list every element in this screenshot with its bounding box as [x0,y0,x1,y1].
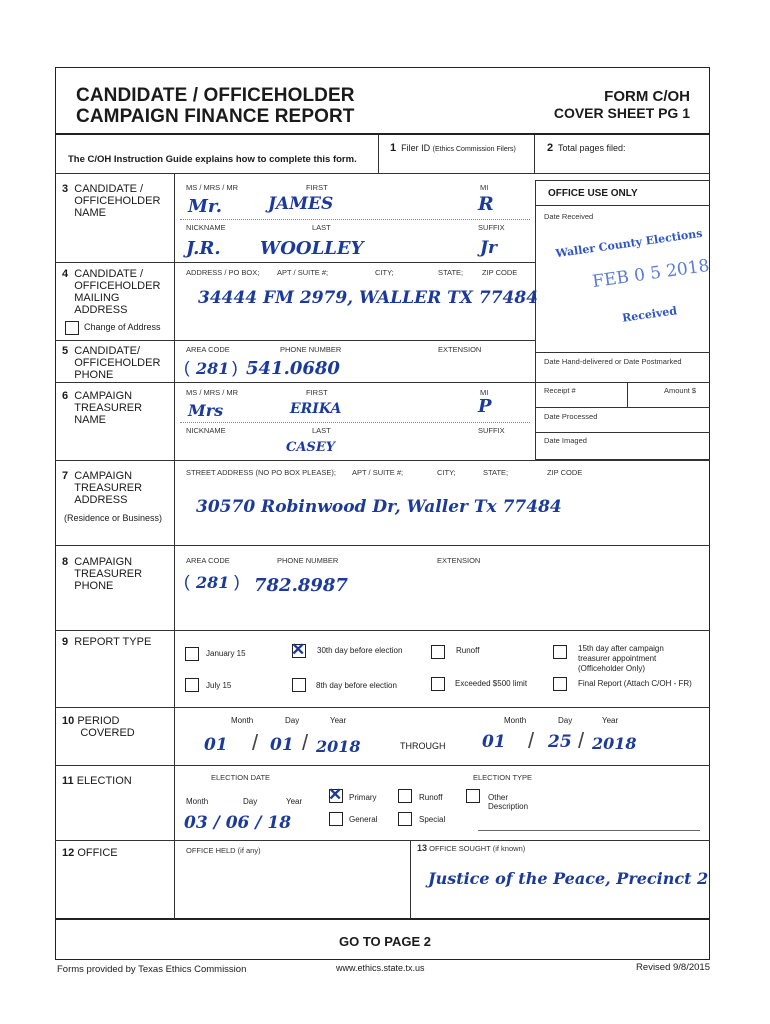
s10-label1: PERIOD [77,715,120,727]
exceeded-checkbox[interactable] [431,677,445,691]
s3-mi-value[interactable]: R [478,193,494,215]
s5-f-area: AREA CODE [186,345,230,354]
s3-f-prefix: MS / MRS / MR [186,183,239,192]
s8-label1: CAMPAIGN [74,556,133,568]
special-label: Special [419,815,446,824]
form-title-line2: CAMPAIGN FINANCE REPORT [76,106,355,127]
s4-label2: OFFICEHOLDER [74,280,161,292]
s3-last-value[interactable]: WOOLLEY [260,238,364,259]
other-checkbox[interactable] [466,789,480,803]
s4-label4: ADDRESS [74,304,128,316]
s4-f-apt: APT / SUITE #; [277,268,329,277]
go-to-page-2: GO TO PAGE 2 [339,934,431,949]
s10-slash2: / [302,730,309,755]
form-title-line1: CANDIDATE / OFFICEHOLDER [76,85,355,106]
primary-checkbox[interactable] [329,789,343,803]
form-id: FORM C/OH [604,88,690,105]
date-processed-label: Date Processed [544,412,598,421]
s3-f-nick: NICKNAME [186,223,226,232]
s5-label3: PHONE [74,369,114,381]
s5-area-value[interactable]: 281 [196,359,230,378]
s10-slash1: / [252,730,259,755]
jul15-checkbox[interactable] [185,678,199,692]
s7-label2: TREASURER [74,482,143,494]
s10-through: THROUGH [400,741,446,751]
s10-f-month2: Month [504,716,527,725]
s4-label1: CANDIDATE / [74,268,144,280]
office-held-label: OFFICE HELD (if any) [186,846,261,855]
s4-f-zip: ZIP CODE [482,268,518,277]
s4-f-state: STATE; [438,268,464,277]
primary-label: Primary [349,793,377,802]
receipt-label: Receipt # [544,386,576,395]
s10-label2: COVERED [80,727,135,739]
s8-phone-value[interactable]: 782.8987 [254,575,348,596]
s5-label2: OFFICEHOLDER [74,357,161,369]
s10-to-month[interactable]: 01 [482,732,506,752]
filer-id-sub: (Ethics Commission Filers) [432,146,516,153]
election-runoff-label: Runoff [419,793,443,802]
s3-prefix-value[interactable]: Mr. [188,196,223,217]
s13-num: 13 [417,843,428,853]
change-of-address-checkbox[interactable] [65,321,79,335]
s10-f-day: Day [285,716,300,725]
s11-f-type: ELECTION TYPE [473,773,533,782]
general-checkbox[interactable] [329,812,343,826]
15day-line2: treasurer appointment [578,654,657,663]
s8-area-value[interactable]: 281 [196,573,230,592]
amount-label: Amount $ [664,386,697,395]
15day-line1: 15th day after campaign [578,644,664,653]
general-label: General [349,815,378,824]
s10-to-day[interactable]: 25 [548,732,572,752]
s7-f-zip: ZIP CODE [547,468,583,477]
30day-checkbox[interactable] [292,644,306,658]
s7-label1: CAMPAIGN [74,470,133,482]
s7-label [62,470,142,506]
s6-prefix-value[interactable]: Mrs [188,401,224,420]
s6-label1: CAMPAIGN [74,390,133,402]
s3-nickname-value[interactable]: J.R. [186,238,221,259]
s9-num: 9 [62,636,69,648]
s11-label-text: ELECTION [76,775,132,787]
15day-checkbox[interactable] [553,645,567,659]
s5-label [62,345,160,381]
s8-paren-close: ) [234,572,240,591]
s7-label4: (Residence or Business) [64,513,163,523]
15day-label [578,644,664,674]
s11-num: 11 [62,775,74,787]
s7-f-apt: APT / SUITE #; [352,468,404,477]
stamp-date: FEB 0 5 2018 [591,255,711,293]
s10-label [62,715,135,739]
total-pages-text: Total pages filed: [557,143,626,153]
s11-f-day: Day [243,797,258,806]
30day-label: 30th day before election [317,646,403,655]
special-checkbox[interactable] [398,812,412,826]
s7-f-state: STATE; [483,468,509,477]
final-report-checkbox[interactable] [553,677,567,691]
s8-paren-open: ( [184,572,190,591]
jan15-label: January 15 [206,649,246,658]
s3-f-suffix: SUFFIX [478,223,505,232]
8day-checkbox[interactable] [292,678,306,692]
s8-f-ext: EXTENSION [437,556,481,565]
s6-label2: TREASURER [74,402,143,414]
s10-f-day2: Day [558,716,573,725]
s11-f-date: ELECTION DATE [211,773,271,782]
s11-f-month: Month [186,797,209,806]
s5-phone-value[interactable]: 541.0680 [246,358,340,379]
exceeded-label: Exceeded $500 limit [455,679,528,688]
footer-left: Forms provided by Texas Ethics Commission [57,964,247,975]
s6-f-prefix: MS / MRS / MR [186,388,239,397]
stamp-county: Waller County Elections [554,226,704,261]
s10-slash4: / [578,728,585,753]
s8-label [62,556,142,592]
s6-mi-value[interactable]: P [478,396,492,417]
s9-label-text: REPORT TYPE [74,636,152,648]
s9-label [62,636,151,648]
s5-paren-close: ) [232,358,238,377]
s5-f-ext: EXTENSION [438,345,482,354]
change-of-address-label: Change of Address [84,322,161,332]
other-line2: Description [488,802,529,811]
s5-paren-open: ( [184,358,190,377]
stamp-received: Received [621,304,678,325]
jan15-checkbox[interactable] [185,647,199,661]
s3-label3: NAME [74,207,107,219]
form-page: COVER SHEET PG 1 [553,105,690,121]
s3-f-last: LAST [312,223,331,232]
s6-f-last: LAST [312,426,331,435]
s4-f-city: CITY; [375,268,394,277]
s7-f-street: STREET ADDRESS (NO PO BOX PLEASE); [186,468,336,477]
date-imaged-label: Date Imaged [544,436,587,445]
s8-num: 8 [62,556,69,568]
final-report-label: Final Report (Attach C/OH - FR) [578,679,692,688]
filer-id-label [390,142,516,154]
s8-f-area: AREA CODE [186,556,230,565]
s8-label2: TREASURER [74,568,143,580]
runoff-checkbox[interactable] [431,645,445,659]
s7-num: 7 [62,470,69,482]
s3-label1: CANDIDATE / [74,183,144,195]
s5-f-phone: PHONE NUMBER [280,345,342,354]
s4-label3: MAILING [74,292,120,304]
s6-label3: NAME [74,414,107,426]
s6-f-first: FIRST [306,388,328,397]
s10-f-year2: Year [602,716,619,725]
s4-f-addr: ADDRESS / PO BOX; [186,268,260,277]
s6-first-value[interactable]: ERIKA [290,401,342,417]
s11-f-year: Year [286,797,303,806]
s6-num: 6 [62,390,69,402]
s12-num: 12 [62,847,75,859]
s13-text: OFFICE SOUGHT (if known) [429,844,526,853]
s5-num: 5 [62,345,69,357]
total-pages-label [547,142,626,154]
s10-num: 10 [62,715,75,727]
8day-label: 8th day before election [316,681,397,690]
s5-label1: CANDIDATE/ [74,345,141,357]
other-label [488,793,528,811]
s11-date-value[interactable]: 03 / 06 / 18 [184,813,292,833]
s8-label3: PHONE [74,580,114,592]
s6-last-value[interactable]: CASEY [286,440,336,455]
15day-line3: (Officeholder Only) [578,664,645,673]
s10-f-year: Year [330,716,347,725]
office-use-title: OFFICE USE ONLY [548,188,638,199]
s3-f-mi: MI [480,183,489,192]
s10-slash3: / [528,728,535,753]
s3-first-value[interactable]: JAMES [268,194,334,214]
s3-num: 3 [62,183,69,195]
s6-f-nick: NICKNAME [186,426,226,435]
footer-revised: Revised 9/8/2015 [636,962,710,973]
s8-f-phone: PHONE NUMBER [277,556,339,565]
s6-label [62,390,142,426]
total-pages-num: 2 [547,142,554,154]
filer-id-num: 1 [390,142,397,154]
date-hand-label: Date Hand-delivered or Date Postmarked [544,357,682,366]
s7-label3: ADDRESS [74,494,128,506]
s7-f-city: CITY; [437,468,456,477]
s6-f-suffix: SUFFIX [478,426,505,435]
s10-from-month[interactable]: 01 [204,735,228,755]
s11-label [62,775,132,787]
s6-f-mi: MI [480,388,489,397]
instructions-text: The C/OH Instruction Guide explains how to complete this form. [68,154,357,165]
office-sought-value[interactable]: Justice of the Peace, Precinct 2 [428,869,709,888]
filer-id-text: Filer ID [401,143,431,153]
s12-label [62,847,118,859]
other-line1: Other [488,793,509,802]
s7-address-value[interactable]: 30570 Robinwood Dr, Waller Tx 77484 [196,497,562,517]
jul15-label: July 15 [206,681,232,690]
s3-label2: OFFICEHOLDER [74,195,161,207]
s10-from-year[interactable]: 2018 [316,737,361,756]
s10-f-month: Month [231,716,254,725]
election-runoff-checkbox[interactable] [398,789,412,803]
s10-from-day[interactable]: 01 [270,735,294,755]
s10-to-year[interactable]: 2018 [592,734,637,753]
s4-label [62,268,160,316]
s12-label-text: OFFICE [77,847,118,859]
s3-suffix-value[interactable]: Jr [480,238,497,258]
s3-f-first: FIRST [306,183,328,192]
footer-url[interactable]: www.ethics.state.tx.us [336,963,425,973]
runoff-label: Runoff [456,646,480,655]
s4-address-value[interactable]: 34444 FM 2979, WALLER TX 77484 [198,288,539,308]
s3-label [62,183,160,219]
s4-num: 4 [62,268,69,280]
date-received-label: Date Received [544,212,594,221]
office-sought-label [417,843,525,853]
